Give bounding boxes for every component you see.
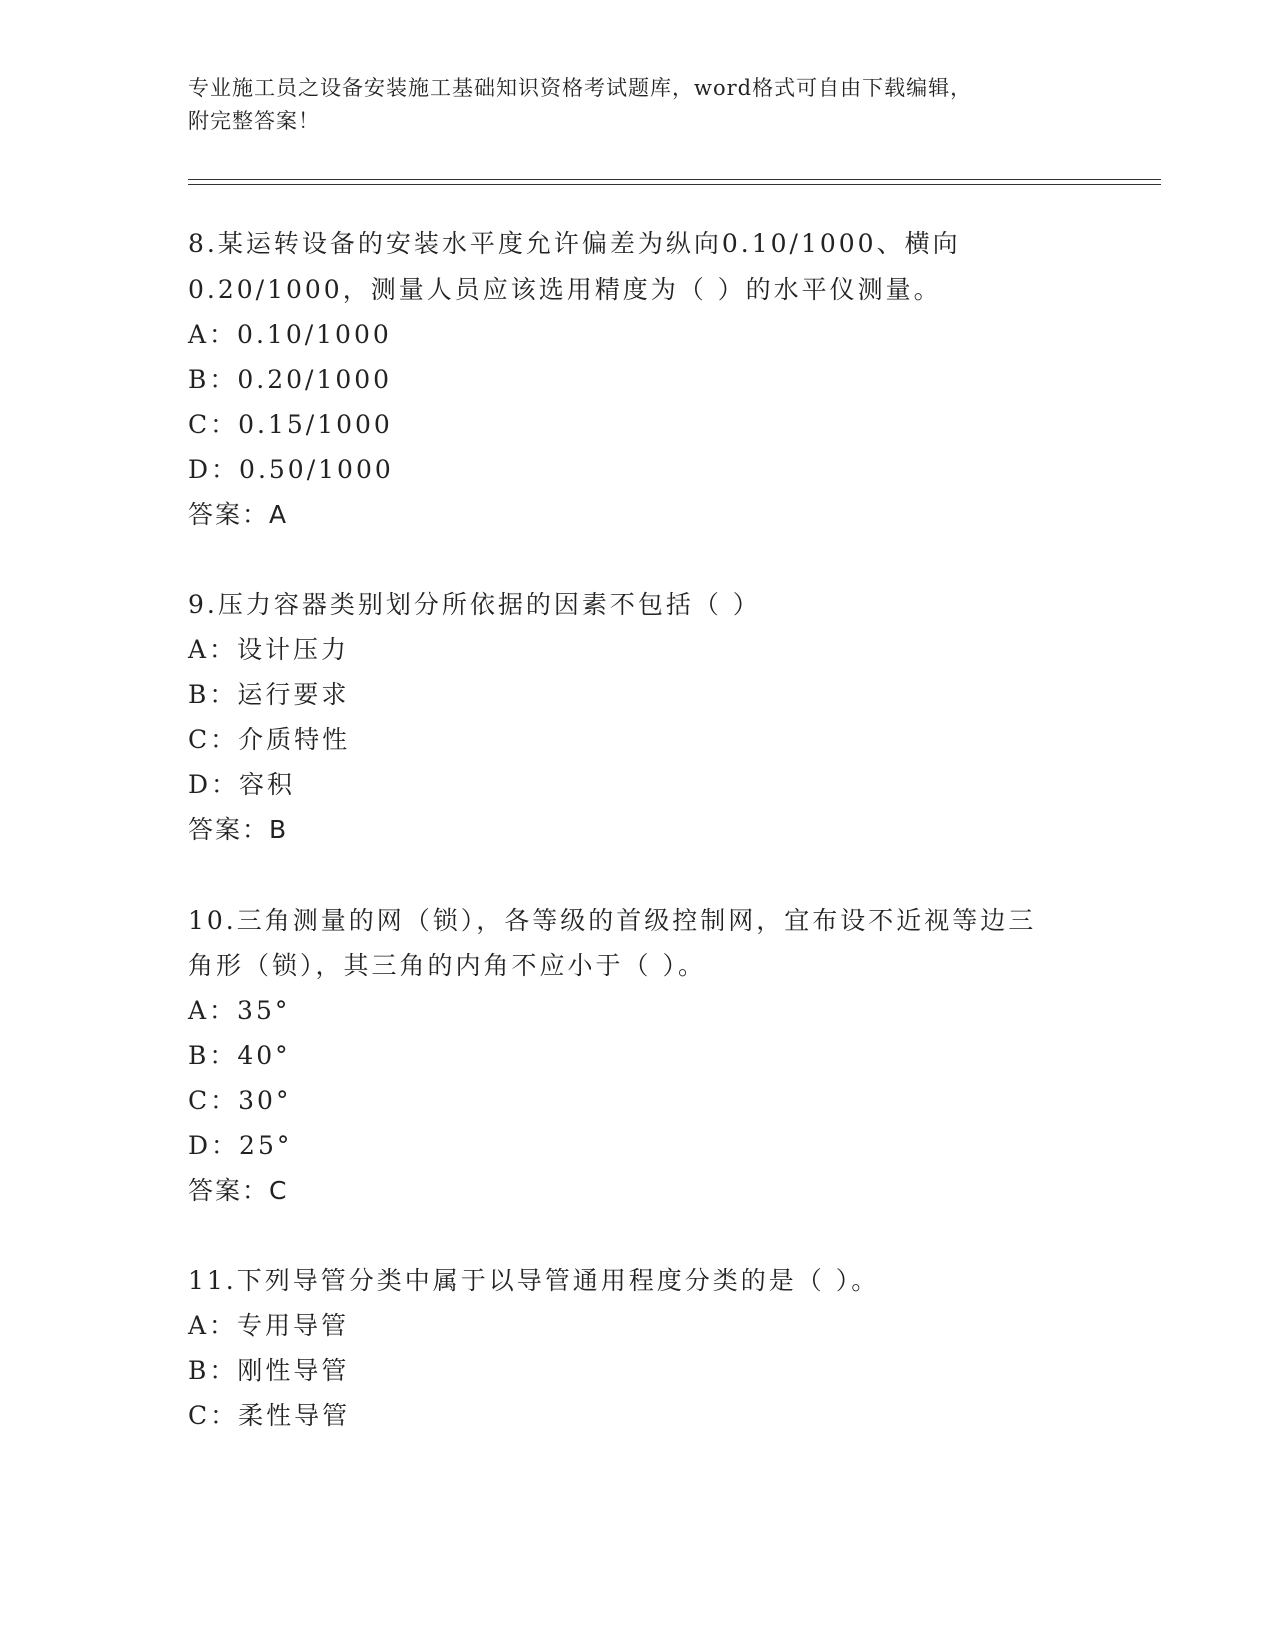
- question-8-answer: 答案：A: [188, 500, 289, 529]
- question-8-stem-line-1: 8.某运转设备的安装水平度允许偏差为纵向0.10/1000、横向: [188, 229, 961, 258]
- question-9-option-c: C：介质特性: [188, 725, 351, 754]
- question-9-stem-line-1: 9.压力容器类别划分所依据的因素不包括（ ）: [188, 590, 761, 619]
- question-9-option-b: B：运行要求: [188, 680, 350, 709]
- question-8-option-d: D：0.50/1000: [188, 455, 394, 484]
- question-10-option-c: C：30°: [188, 1086, 292, 1115]
- question-11-option-a: A：专用导管: [188, 1311, 350, 1340]
- question-8-option-c: C：0.15/1000: [188, 410, 393, 439]
- question-8-option-b: B：0.20/1000: [188, 365, 393, 394]
- header-line-1: 专业施工员之设备安装施工基础知识资格考试题库，word格式可自由下载编辑，: [188, 76, 973, 100]
- header-line-2: 附完整答案！: [188, 109, 320, 133]
- question-10-option-b: B：40°: [188, 1041, 291, 1070]
- question-9-option-d: D：容积: [188, 770, 296, 799]
- question-11-option-c: C：柔性导管: [188, 1401, 351, 1430]
- question-10-option-d: D：25°: [188, 1131, 293, 1160]
- question-8-option-a: A：0.10/1000: [188, 320, 392, 349]
- question-8-stem-line-2: 0.20/1000，测量人员应该选用精度为（ ）的水平仪测量。: [188, 275, 942, 304]
- question-10-stem-line-1: 10.三角测量的网（锁），各等级的首级控制网，宜布设不近视等边三: [188, 906, 1037, 935]
- question-10-answer: 答案：C: [188, 1176, 289, 1205]
- question-10-stem-line-2: 角形（锁），其三角的内角不应小于（ ）。: [188, 951, 706, 980]
- question-11-option-b: B：刚性导管: [188, 1356, 350, 1385]
- question-9-option-a: A：设计压力: [188, 635, 350, 664]
- question-10-option-a: A：35°: [188, 996, 291, 1025]
- header-divider-top: [188, 179, 1161, 180]
- question-9-answer: 答案：B: [188, 815, 289, 844]
- document-header: [188, 72, 1088, 138]
- question-11-stem-line-1: 11.下列导管分类中属于以导管通用程度分类的是（ ）。: [188, 1266, 880, 1295]
- header-divider-bottom: [188, 184, 1161, 185]
